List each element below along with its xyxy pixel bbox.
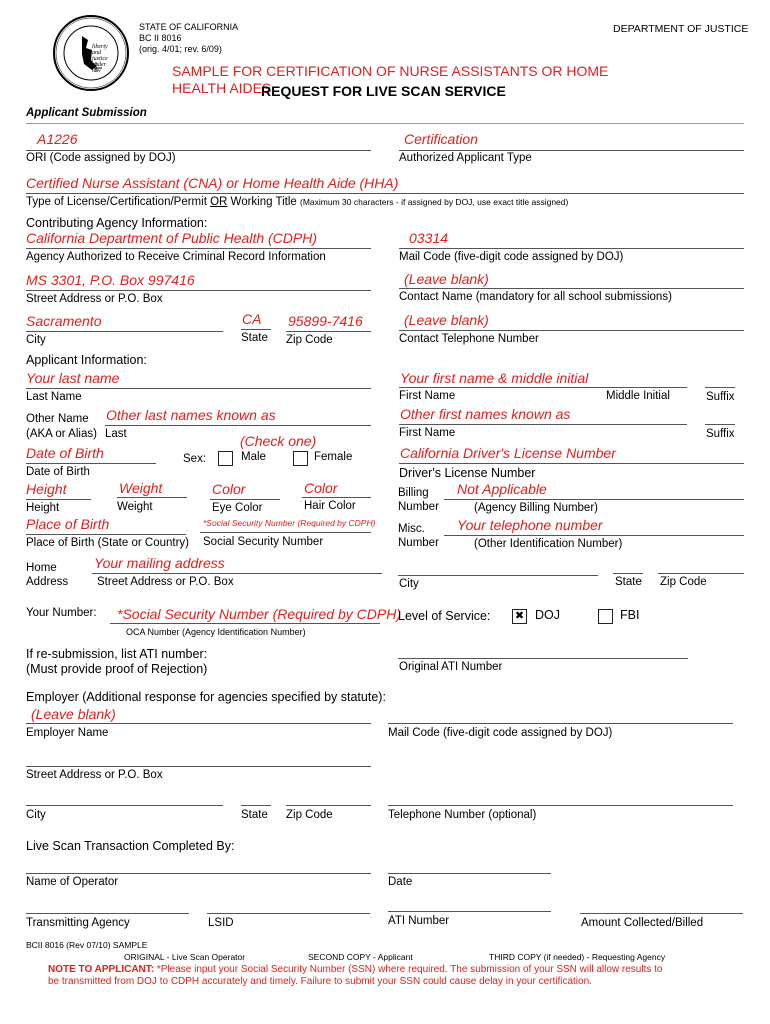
fbi-label: FBI [620,608,640,622]
pob-value[interactable]: Place of Birth [26,516,110,532]
contact-phone-value[interactable]: (Leave blank) [404,312,489,328]
level-of-service-label: Level of Service: [398,609,491,623]
applicant-type-value[interactable]: Certification [404,131,478,147]
agency-street-value[interactable]: MS 3301, P.O. Box 997416 [26,272,195,288]
eye-color-label: Eye Color [212,502,263,514]
height-label: Height [26,502,60,514]
resubmission-line-1: If re-submission, list ATI number: [26,647,208,661]
applicant-type-label: Authorized Applicant Type [399,152,532,164]
female-label: Female [314,451,353,463]
dob-value[interactable]: Date of Birth [26,445,104,461]
drivers-license-label: Driver's License Number [399,466,536,480]
transmitting-agency-label: Transmitting Agency [26,917,130,929]
male-checkbox[interactable] [218,451,233,466]
middle-initial-label: Middle Initial [606,390,670,402]
hair-color-value[interactable]: Color [304,480,338,496]
employer-mail-code-label: Mail Code (five-digit code assigned by DOJ) [388,727,613,739]
billing-value[interactable]: Not Applicable [457,481,547,497]
misc-value[interactable]: Your telephone number [457,517,603,533]
home-state-label: State [615,576,642,588]
header-form-no: BC II 8016 [139,33,182,43]
home-label-1: Home [26,562,57,574]
male-label: Male [241,451,266,463]
misc-label-1: Misc. [398,523,425,535]
last-name-value[interactable]: Your last name [26,370,120,386]
hair-color-label: Hair Color [304,500,356,512]
sex-label: Sex: [183,453,207,465]
contributing-agency-heading: Contributing Agency Information: [26,216,208,230]
footer-note-line-1 [48,964,662,975]
contact-name-value[interactable]: (Leave blank) [404,271,489,287]
employer-zip-label: Zip Code [286,809,333,821]
footer-copy-3: THIRD COPY (if needed) - Requesting Agency [489,952,666,962]
applicant-info-heading: Applicant Information: [26,353,147,367]
footer-form-rev: BCII 8016 (Rev 07/10) SAMPLE [26,940,148,950]
weight-label: Weight [117,501,153,513]
ori-label: ORI (Code assigned by DOJ) [26,152,176,164]
title-label-a: Type of License/Certification/Permit [26,196,207,208]
agency-state-value[interactable]: CA [242,311,262,327]
drivers-license-value[interactable]: California Driver's License Number [400,445,616,461]
other-name-label-2: (AKA or Alias) [26,428,97,440]
header-rev: (orig. 4/01; rev. 6/09) [139,44,222,54]
working-title-value[interactable]: Certified Nurse Assistant (CNA) or Home Health Aide (HHA) [26,175,399,191]
applicant-submission-heading: Applicant Submission [26,107,147,119]
mailing-address-value[interactable]: Your mailing address [94,555,225,571]
lsid-label: LSID [208,917,234,929]
doj-label: DOJ [535,608,560,622]
mail-code-label: Mail Code (five-digit code assigned by DOJ) [399,251,624,263]
other-name-label-1: Other Name [26,413,89,425]
other-last-value[interactable]: Other last names known as [106,407,276,423]
seal-motto: liberty and justice under law [92,44,108,74]
dob-label: Date of Birth [26,466,90,478]
ssn-label: Social Security Number [203,536,324,548]
agency-street-label: Street Address or P.O. Box [26,293,163,305]
other-first-label: First Name [399,427,456,439]
operator-label: Name of Operator [26,876,119,888]
header-department: DEPARTMENT OF JUSTICE [613,23,749,35]
home-street-label: Street Address or P.O. Box [97,576,234,588]
footer-note-line-2: be transmitted from DOJ to CDPH accurately and timely. Failure to submit your SSN could cause delay in your certification. [48,976,592,987]
doj-checkbox[interactable] [512,609,527,624]
pob-label: Place of Birth (State or Country) [26,537,189,549]
title-label-or: OR [210,196,228,208]
sample-line-1: SAMPLE FOR CERTIFICATION OF NURSE ASSISTANTS OR HOME [172,63,609,79]
agency-state-label: State [241,332,268,344]
original-ati-label: Original ATI Number [399,661,503,673]
sample-line-2: HEALTH AIDES [172,80,272,96]
employer-state-label: State [241,809,268,821]
date-label: Date [388,876,413,888]
other-last-label: Last [105,428,127,440]
suffix-label: Suffix [706,391,735,403]
agency-label: Agency Authorized to Receive Criminal Record Information [26,251,326,263]
agency-zip-label: Zip Code [286,334,333,346]
agency-city-value[interactable]: Sacramento [26,313,102,329]
your-number-value[interactable]: *Social Security Number (Required by CDPH) [117,606,401,622]
contact-phone-label: Contact Telephone Number [399,333,539,345]
oca-number-label: OCA Number (Agency Identification Number) [126,627,306,637]
billing-sub-label: (Agency Billing Number) [474,502,598,514]
page-title: REQUEST FOR LIVE SCAN SERVICE [261,83,506,99]
amount-collected-label: Amount Collected/Billed [581,917,704,929]
title-label-b: Working Title [230,196,297,208]
your-number-label: Your Number: [26,607,97,619]
employer-street-label: Street Address or P.O. Box [26,769,163,781]
employer-heading: Employer (Additional response for agencies specified by statute): [26,690,386,704]
contact-name-label: Contact Name (mandatory for all school submissions) [399,291,672,303]
doj-seal [52,14,130,92]
first-name-label: First Name [399,390,456,402]
footer-copy-2: SECOND COPY - Applicant [308,952,413,962]
billing-label-1: Billing [398,487,429,499]
misc-sub-label: (Other Identification Number) [474,538,623,550]
billing-label-2: Number [398,501,439,513]
home-city-label: City [399,578,419,590]
employer-name-label: Employer Name [26,727,109,739]
fbi-checkbox[interactable] [598,609,613,624]
live-scan-heading: Live Scan Transaction Completed By: [26,839,235,853]
other-first-value[interactable]: Other first names known as [400,406,571,422]
ssn-note: *Social Security Number (Required by CDPH) [203,518,376,528]
first-name-value[interactable]: Your first name & middle initial [400,370,589,386]
employer-city-label: City [26,809,46,821]
working-title-label [26,196,568,208]
agency-value[interactable]: California Department of Public Health (CDPH) [26,230,317,246]
last-name-label: Last Name [26,391,82,403]
title-label-note: (Maximum 30 characters - if assigned by DOJ, use exact title assigned) [300,197,569,207]
footer-copy-1: ORIGINAL - Live Scan Operator [124,952,246,962]
doj-checkmark-icon: ✖ [514,610,525,622]
eye-color-value[interactable]: Color [212,481,246,497]
home-zip-label: Zip Code [660,576,707,588]
mail-code-value[interactable]: 03314 [409,230,448,246]
height-value[interactable]: Height [26,481,67,497]
misc-label-2: Number [398,537,439,549]
employer-value[interactable]: (Leave blank) [31,706,116,722]
header-state: STATE OF CALIFORNIA [139,22,239,32]
weight-value[interactable]: Weight [119,480,163,496]
note-label: NOTE TO APPLICANT: [48,964,155,975]
check-one-note: (Check one) [240,433,317,449]
agency-city-label: City [26,334,46,346]
ati-number-label: ATI Number [388,915,450,927]
home-label-2: Address [26,576,69,588]
agency-zip-value[interactable]: 95899-7416 [288,313,363,329]
ori-value[interactable]: A1226 [37,131,78,147]
female-checkbox[interactable] [293,451,308,466]
other-suffix-label: Suffix [706,428,735,440]
resubmission-line-2: (Must provide proof of Rejection) [26,662,208,676]
note-text-1: *Please input your Social Security Number (SSN) where required. The submission of your SSN will allow results to [154,964,663,975]
employer-phone-label: Telephone Number (optional) [388,809,537,821]
